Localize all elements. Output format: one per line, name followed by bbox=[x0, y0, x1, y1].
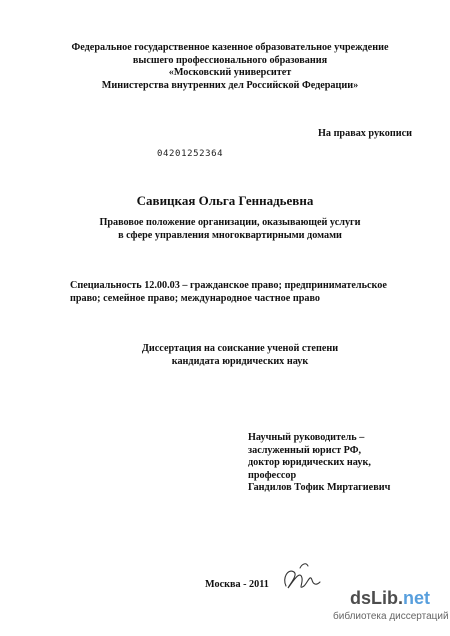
watermark-subtitle: библиотека диссертаций bbox=[333, 611, 449, 622]
specialty-line: право; семейное право; международное частное право bbox=[70, 292, 320, 304]
supervisor-line: Гандилов Тофик Миртагиевич bbox=[248, 482, 391, 493]
institution-header bbox=[40, 42, 420, 92]
city-year: Москва - 2011 bbox=[205, 579, 269, 590]
supervisor-line: заслуженный юрист РФ, bbox=[248, 444, 362, 456]
title-line: в сфере управления многоквартирными домами bbox=[118, 229, 342, 241]
institution-line: Министерства внутренних дел Российской Федерации» bbox=[101, 79, 359, 91]
institution-line: «Московский университет bbox=[168, 67, 292, 78]
institution-line: высшего профессионального образования bbox=[132, 54, 328, 66]
title-line: Правовое положение организации, оказывающей услуги bbox=[99, 217, 361, 228]
institution-line: Федеральное государственное казенное образовательное учреждение bbox=[71, 42, 389, 53]
degree-line: Диссертация на соискание ученой степени bbox=[141, 343, 339, 354]
watermark-logo-main: dsLib. bbox=[350, 588, 403, 608]
degree-statement bbox=[90, 343, 390, 368]
supervisor-block bbox=[248, 432, 443, 495]
handwritten-signature bbox=[276, 560, 326, 598]
supervisor-line: Научный руководитель – bbox=[248, 432, 365, 443]
specialty-line: Специальность 12.00.03 – гражданское право; предпринимательское bbox=[70, 280, 387, 291]
watermark-logo bbox=[350, 588, 430, 608]
document-code: 04201252364 bbox=[157, 149, 224, 159]
author-name: Савицкая Ольга Геннадьевна bbox=[136, 193, 314, 208]
specialty-block bbox=[70, 280, 415, 305]
supervisor-line: доктор юридических наук, bbox=[248, 457, 371, 468]
dissertation-title bbox=[70, 217, 390, 242]
degree-line: кандидата юридических наук bbox=[171, 355, 309, 367]
supervisor-line: профессор bbox=[248, 469, 297, 481]
watermark-logo-tld: net bbox=[403, 588, 430, 608]
manuscript-rights-note: На правах рукописи bbox=[318, 128, 413, 139]
